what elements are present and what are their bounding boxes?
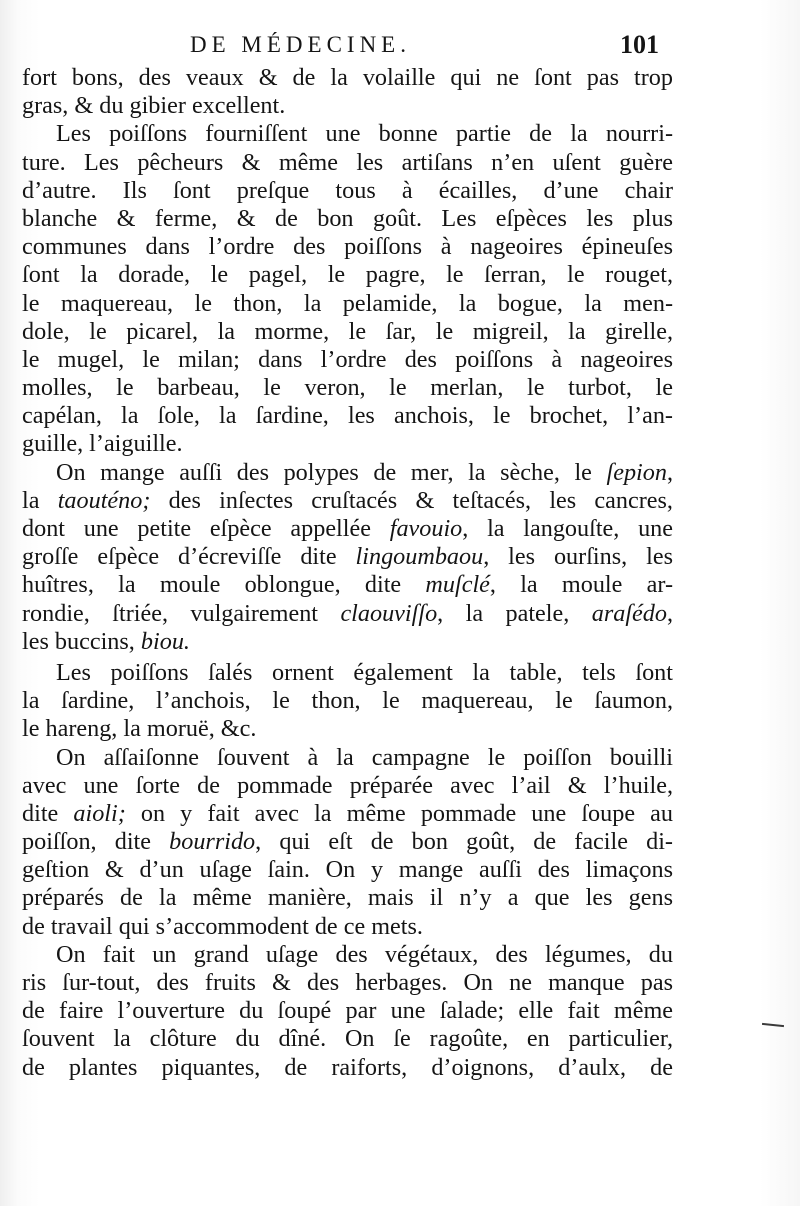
text-line: avec une ſorte de pommade préparée avec l’ail & l’huile, [22,771,673,799]
text-line: de faire l’ouverture du ſoupé par une ſalade; elle fait même [22,997,673,1025]
page-number: 101 [620,30,659,59]
text-line: ſouvent la clôture du dîné. On ſe ragoûte, en particulier, [22,1025,673,1053]
text-line: huîtres, la moule oblongue, dite muſclé, la moule ar- [22,571,673,599]
text-line: geſtion & d’un uſage ſain. On y mange auſſi des limaçons [22,856,673,884]
text-line: Les poiſſons ſalés ornent également la table, tels ſont [56,658,673,686]
text-line: On mange auſſi des polypes de mer, la sèche, le ſepion, [56,458,673,486]
body-text [22,64,673,1082]
text-line: préparés de la même manière, mais il n’y a que les gens [22,884,673,912]
text-line: ris ſur-tout, des fruits & des herbages. On ne manque pas [22,969,673,996]
text-line: blanche & ferme, & de bon goût. Les eſpèces les plus [22,204,673,232]
text-line: le maquereau, le thon, la pelamide, la bogue, la men- [22,289,673,317]
text-line: les buccins, biou. [22,627,190,655]
text-line: le hareng, la moruë, &c. [22,715,257,743]
text-line: groſſe eſpèce d’écreviſſe dite lingoumbaou, les ourſins, les [22,543,673,571]
text-line: de plantes piquantes, de raiforts, d’oignons, d’aulx, de [22,1053,673,1081]
text-line: dite aioli; on y fait avec la même pommade une ſoupe au [22,799,673,827]
text-line: dont une petite eſpèce appellée favouio, la langouſte, une [22,515,673,542]
text-line: communes dans l’ordre des poiſſons à nageoires épineuſes [22,233,673,261]
text-line: la ſardine, l’anchois, le thon, le maquereau, le ſaumon, [22,687,673,715]
margin-mark [762,1023,784,1027]
text-line: poiſſon, dite bourrido, qui eſt de bon goût, de facile di- [22,828,673,856]
text-line: fort bons, des veaux & de la volaille qui ne ſont pas trop [22,64,673,91]
page-header [22,30,662,64]
running-title: DE MÉDECINE. [190,32,411,57]
text-line: d’autre. Ils ſont preſque tous à écailles, d’une chair [22,176,673,204]
text-line: Les poiſſons fourniſſent une bonne partie de la nourri- [56,120,673,148]
text-line: dole, le picarel, la morme, le ſar, le migreil, la girelle, [22,317,673,345]
text-line: On aſſaiſonne ſouvent à la campagne le poiſſon bouilli [56,743,673,771]
text-line: guille, l’aiguille. [22,430,183,458]
text-line: On fait un grand uſage des végétaux, des légumes, du [56,940,673,968]
text-line: rondie, ſtriée, vulgairement claouviſſo, la patele, araſédo, [22,599,673,627]
text-line: de travail qui s’accommodent de ce mets. [22,912,423,940]
text-line: molles, le barbeau, le veron, le merlan, le turbot, le [22,374,673,402]
text-line: capélan, la ſole, la ſardine, les anchois, le brochet, l’an- [22,402,673,430]
text-line: ſont la dorade, le pagel, le pagre, le ſerran, le rouget, [22,261,673,289]
text-line: ture. Les pêcheurs & même les artiſans n’en uſent guère [22,148,673,176]
text-line: gras, & du gibier excellent. [22,92,286,120]
text-line: la taouténo; des inſectes cruſtacés & teſtacés, les cancres, [22,486,673,514]
text-line: le mugel, le milan; dans l’ordre des poiſſons à nageoires [22,345,673,373]
